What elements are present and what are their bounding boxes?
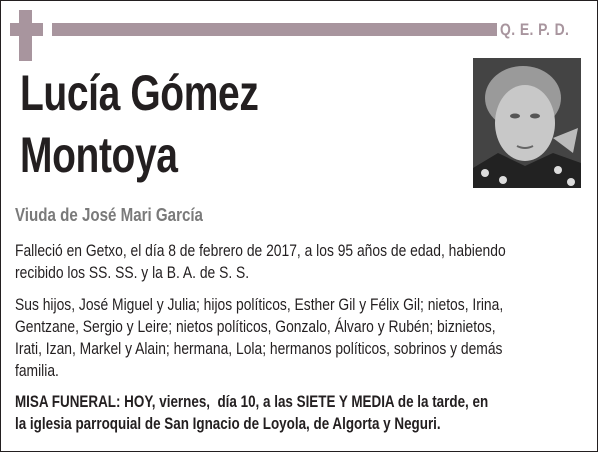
widow-subtitle: Viuda de José Mari García xyxy=(15,205,203,225)
deceased-name-line2: Montoya xyxy=(20,127,178,183)
paragraph-line: Gentzane, Sergio y Leire; nietos políticos, Gonzalo, Álvaro y Rubén; biznietos, xyxy=(15,317,496,336)
qepd-label: Q. E. P. D. xyxy=(500,20,570,39)
deceased-name-line1: Lucía Gómez xyxy=(20,65,259,121)
funeral-line: MISA FUNERAL: HOY, viernes, día 10, a las SIETE Y MEDIA de la tarde, en xyxy=(15,392,489,411)
header-rule xyxy=(52,23,497,36)
paragraph-line: Sus hijos, José Miguel y Julia; hijos políticos, Esther Gil y Félix Gil; nietos, Irina, xyxy=(15,295,504,314)
paragraph-line: familia. xyxy=(15,361,59,380)
cross-icon-arm xyxy=(10,23,43,36)
paragraph-line: Irati, Izan, Markel y Alain; hermana, Lola; hermanos políticos, sobrinos y demás xyxy=(15,339,503,358)
portrait-photo xyxy=(473,58,581,188)
paragraph-line: Falleció en Getxo, el día 8 de febrero de 2017, a los 95 años de edad, habiendo xyxy=(15,241,506,260)
funeral-line: la iglesia parroquial de San Ignacio de Loyola, de Algorta y Neguri. xyxy=(15,414,441,433)
paragraph-line: recibido los SS. SS. y la B. A. de S. S. xyxy=(15,263,250,282)
